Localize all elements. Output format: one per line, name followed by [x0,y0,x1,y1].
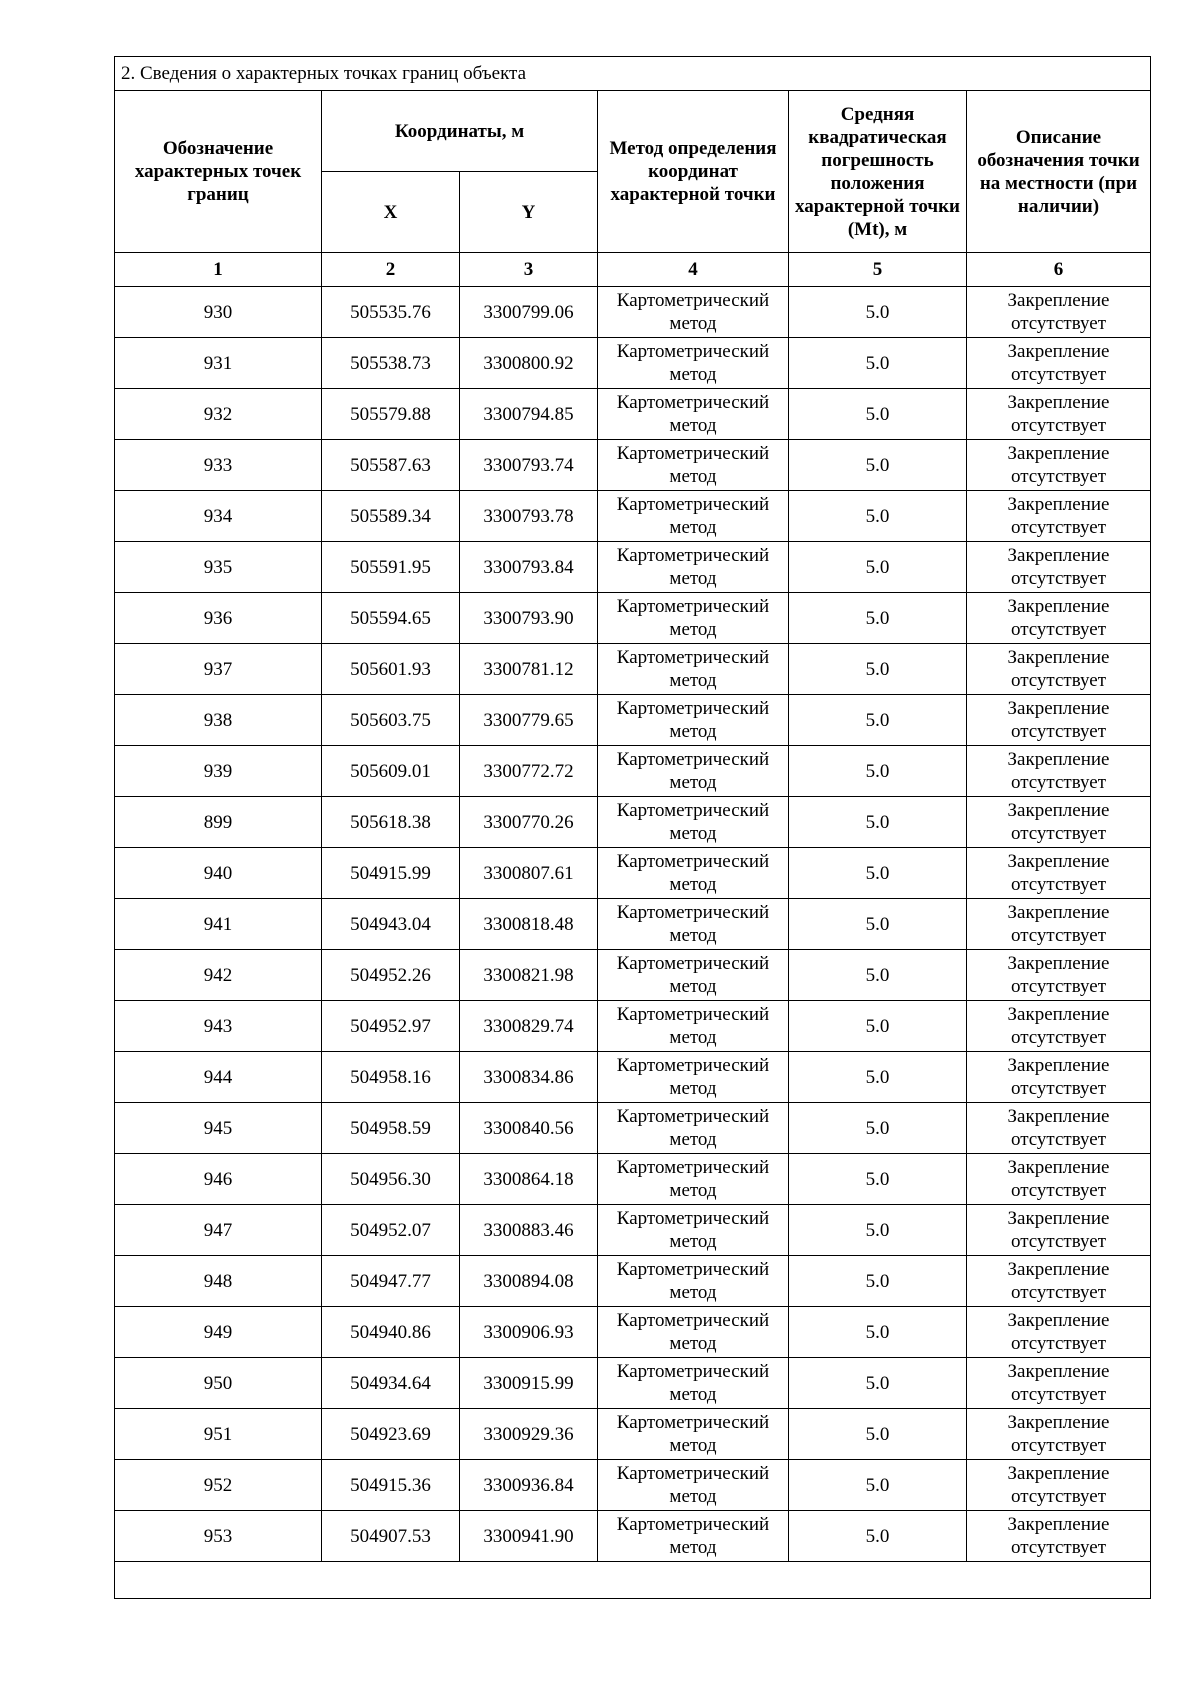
method-cell: Картометрический метод [598,644,789,695]
x-coordinate-cell: 504952.26 [322,950,460,1001]
point-id-cell: 941 [115,899,322,950]
x-coordinate-cell: 505591.95 [322,542,460,593]
table-row [115,1358,1151,1409]
column-number: 4 [598,253,789,287]
point-id-cell: 899 [115,797,322,848]
method-cell: Картометрический метод [598,1103,789,1154]
error-cell: 5.0 [789,1154,967,1205]
y-coordinate-cell: 3300941.90 [460,1511,598,1562]
table-row [115,1256,1151,1307]
method-cell: Картометрический метод [598,1154,789,1205]
description-cell: Закрепление отсутствует [967,1511,1151,1562]
error-cell: 5.0 [789,1256,967,1307]
point-id-cell: 930 [115,287,322,338]
point-id-cell: 932 [115,389,322,440]
y-coordinate-cell: 3300794.85 [460,389,598,440]
point-id-cell: 953 [115,1511,322,1562]
table-row [115,440,1151,491]
x-coordinate-cell: 505618.38 [322,797,460,848]
error-cell: 5.0 [789,899,967,950]
table-row [115,1205,1151,1256]
y-coordinate-cell: 3300834.86 [460,1052,598,1103]
point-id-cell: 934 [115,491,322,542]
error-cell: 5.0 [789,1205,967,1256]
error-cell: 5.0 [789,1511,967,1562]
point-id-cell: 949 [115,1307,322,1358]
point-id-cell: 940 [115,848,322,899]
table-row [115,1409,1151,1460]
method-cell: Картометрический метод [598,848,789,899]
y-coordinate-cell: 3300807.61 [460,848,598,899]
method-cell: Картометрический метод [598,338,789,389]
error-cell: 5.0 [789,287,967,338]
error-cell: 5.0 [789,1001,967,1052]
table-row [115,1307,1151,1358]
method-cell: Картометрический метод [598,950,789,1001]
point-id-cell: 937 [115,644,322,695]
y-coordinate-cell: 3300864.18 [460,1154,598,1205]
description-cell: Закрепление отсутствует [967,1052,1151,1103]
x-coordinate-cell: 505594.65 [322,593,460,644]
description-cell: Закрепление отсутствует [967,848,1151,899]
header-method: Метод определения координат характерной точки [598,91,789,253]
y-coordinate-cell: 3300915.99 [460,1358,598,1409]
y-coordinate-cell: 3300793.74 [460,440,598,491]
table-row [115,287,1151,338]
x-coordinate-cell: 505538.73 [322,338,460,389]
table-row [115,797,1151,848]
table-row [115,1001,1151,1052]
description-cell: Закрепление отсутствует [967,1460,1151,1511]
description-cell: Закрепление отсутствует [967,593,1151,644]
header-y: Y [460,172,598,253]
column-number-row [115,253,1151,287]
method-cell: Картометрический метод [598,899,789,950]
table-row [115,389,1151,440]
x-coordinate-cell: 505579.88 [322,389,460,440]
point-id-cell: 942 [115,950,322,1001]
x-coordinate-cell: 504956.30 [322,1154,460,1205]
error-cell: 5.0 [789,644,967,695]
point-id-cell: 933 [115,440,322,491]
error-cell: 5.0 [789,1409,967,1460]
method-cell: Картометрический метод [598,1052,789,1103]
table-row [115,644,1151,695]
method-cell: Картометрический метод [598,1205,789,1256]
description-cell: Закрепление отсутствует [967,1358,1151,1409]
x-coordinate-cell: 504907.53 [322,1511,460,1562]
y-coordinate-cell: 3300818.48 [460,899,598,950]
error-cell: 5.0 [789,389,967,440]
table-row [115,338,1151,389]
column-number: 6 [967,253,1151,287]
error-cell: 5.0 [789,593,967,644]
y-coordinate-cell: 3300779.65 [460,695,598,746]
point-id-cell: 943 [115,1001,322,1052]
table-row [115,1103,1151,1154]
y-coordinate-cell: 3300936.84 [460,1460,598,1511]
header-error: Средняя квадратическая погрешность положения характерной точки (Mt), м [789,91,967,253]
y-coordinate-cell: 3300829.74 [460,1001,598,1052]
error-cell: 5.0 [789,440,967,491]
method-cell: Картометрический метод [598,1307,789,1358]
x-coordinate-cell: 504952.07 [322,1205,460,1256]
table-row [115,491,1151,542]
x-coordinate-cell: 504952.97 [322,1001,460,1052]
header-designation: Обозначение характерных точек границ [115,91,322,253]
method-cell: Картометрический метод [598,797,789,848]
column-number: 5 [789,253,967,287]
x-coordinate-cell: 504940.86 [322,1307,460,1358]
method-cell: Картометрический метод [598,491,789,542]
table-row [115,695,1151,746]
description-cell: Закрепление отсутствует [967,1409,1151,1460]
error-cell: 5.0 [789,746,967,797]
description-cell: Закрепление отсутствует [967,1256,1151,1307]
method-cell: Картометрический метод [598,1001,789,1052]
description-cell: Закрепление отсутствует [967,797,1151,848]
y-coordinate-cell: 3300883.46 [460,1205,598,1256]
point-id-cell: 939 [115,746,322,797]
description-cell: Закрепление отсутствует [967,1307,1151,1358]
method-cell: Картометрический метод [598,1511,789,1562]
header-x: X [322,172,460,253]
x-coordinate-cell: 505535.76 [322,287,460,338]
description-cell: Закрепление отсутствует [967,644,1151,695]
description-cell: Закрепление отсутствует [967,491,1151,542]
method-cell: Картометрический метод [598,695,789,746]
point-id-cell: 944 [115,1052,322,1103]
point-id-cell: 947 [115,1205,322,1256]
point-id-cell: 946 [115,1154,322,1205]
description-cell: Закрепление отсутствует [967,899,1151,950]
description-cell: Закрепление отсутствует [967,287,1151,338]
y-coordinate-cell: 3300781.12 [460,644,598,695]
column-number: 2 [322,253,460,287]
x-coordinate-cell: 504923.69 [322,1409,460,1460]
table-row [115,542,1151,593]
table-row [115,1460,1151,1511]
table-row [115,1052,1151,1103]
x-coordinate-cell: 504915.36 [322,1460,460,1511]
method-cell: Картометрический метод [598,389,789,440]
point-id-cell: 950 [115,1358,322,1409]
description-cell: Закрепление отсутствует [967,1205,1151,1256]
point-id-cell: 936 [115,593,322,644]
description-cell: Закрепление отсутствует [967,542,1151,593]
error-cell: 5.0 [789,491,967,542]
method-cell: Картометрический метод [598,542,789,593]
table-row [115,899,1151,950]
error-cell: 5.0 [789,338,967,389]
error-cell: 5.0 [789,1307,967,1358]
y-coordinate-cell: 3300799.06 [460,287,598,338]
method-cell: Картометрический метод [598,1256,789,1307]
method-cell: Картометрический метод [598,1358,789,1409]
description-cell: Закрепление отсутствует [967,1001,1151,1052]
description-cell: Закрепление отсутствует [967,695,1151,746]
method-cell: Картометрический метод [598,1460,789,1511]
x-coordinate-cell: 505589.34 [322,491,460,542]
point-id-cell: 935 [115,542,322,593]
boundary-points-table [114,56,1151,1599]
table-body [115,287,1151,1562]
column-number: 3 [460,253,598,287]
table-row [115,1154,1151,1205]
point-id-cell: 945 [115,1103,322,1154]
error-cell: 5.0 [789,695,967,746]
x-coordinate-cell: 504934.64 [322,1358,460,1409]
header-coordinates: Координаты, м [322,91,598,172]
method-cell: Картометрический метод [598,1409,789,1460]
point-id-cell: 951 [115,1409,322,1460]
table-row [115,593,1151,644]
x-coordinate-cell: 504915.99 [322,848,460,899]
description-cell: Закрепление отсутствует [967,746,1151,797]
error-cell: 5.0 [789,848,967,899]
error-cell: 5.0 [789,950,967,1001]
description-cell: Закрепление отсутствует [967,338,1151,389]
y-coordinate-cell: 3300840.56 [460,1103,598,1154]
y-coordinate-cell: 3300800.92 [460,338,598,389]
y-coordinate-cell: 3300821.98 [460,950,598,1001]
method-cell: Картометрический метод [598,440,789,491]
error-cell: 5.0 [789,1052,967,1103]
y-coordinate-cell: 3300793.90 [460,593,598,644]
y-coordinate-cell: 3300793.78 [460,491,598,542]
x-coordinate-cell: 504947.77 [322,1256,460,1307]
y-coordinate-cell: 3300770.26 [460,797,598,848]
empty-footer-row [115,1562,1151,1599]
point-id-cell: 948 [115,1256,322,1307]
method-cell: Картометрический метод [598,287,789,338]
y-coordinate-cell: 3300929.36 [460,1409,598,1460]
empty-footer-cell [115,1562,1151,1599]
error-cell: 5.0 [789,1460,967,1511]
section-title: 2. Сведения о характерных точках границ объекта [115,57,1151,91]
method-cell: Картометрический метод [598,593,789,644]
description-cell: Закрепление отсутствует [967,440,1151,491]
y-coordinate-cell: 3300906.93 [460,1307,598,1358]
y-coordinate-cell: 3300894.08 [460,1256,598,1307]
y-coordinate-cell: 3300772.72 [460,746,598,797]
error-cell: 5.0 [789,797,967,848]
description-cell: Закрепление отсутствует [967,389,1151,440]
y-coordinate-cell: 3300793.84 [460,542,598,593]
point-id-cell: 952 [115,1460,322,1511]
description-cell: Закрепление отсутствует [967,1103,1151,1154]
description-cell: Закрепление отсутствует [967,1154,1151,1205]
description-cell: Закрепление отсутствует [967,950,1151,1001]
column-number: 1 [115,253,322,287]
point-id-cell: 938 [115,695,322,746]
method-cell: Картометрический метод [598,746,789,797]
error-cell: 5.0 [789,1103,967,1154]
x-coordinate-cell: 504958.16 [322,1052,460,1103]
x-coordinate-cell: 505603.75 [322,695,460,746]
x-coordinate-cell: 504943.04 [322,899,460,950]
error-cell: 5.0 [789,1358,967,1409]
table-row [115,848,1151,899]
point-id-cell: 931 [115,338,322,389]
x-coordinate-cell: 505587.63 [322,440,460,491]
table-row [115,1511,1151,1562]
x-coordinate-cell: 504958.59 [322,1103,460,1154]
error-cell: 5.0 [789,542,967,593]
header-description: Описание обозначения точки на местности (при наличии) [967,91,1151,253]
table-row [115,950,1151,1001]
x-coordinate-cell: 505601.93 [322,644,460,695]
x-coordinate-cell: 505609.01 [322,746,460,797]
table-row [115,746,1151,797]
